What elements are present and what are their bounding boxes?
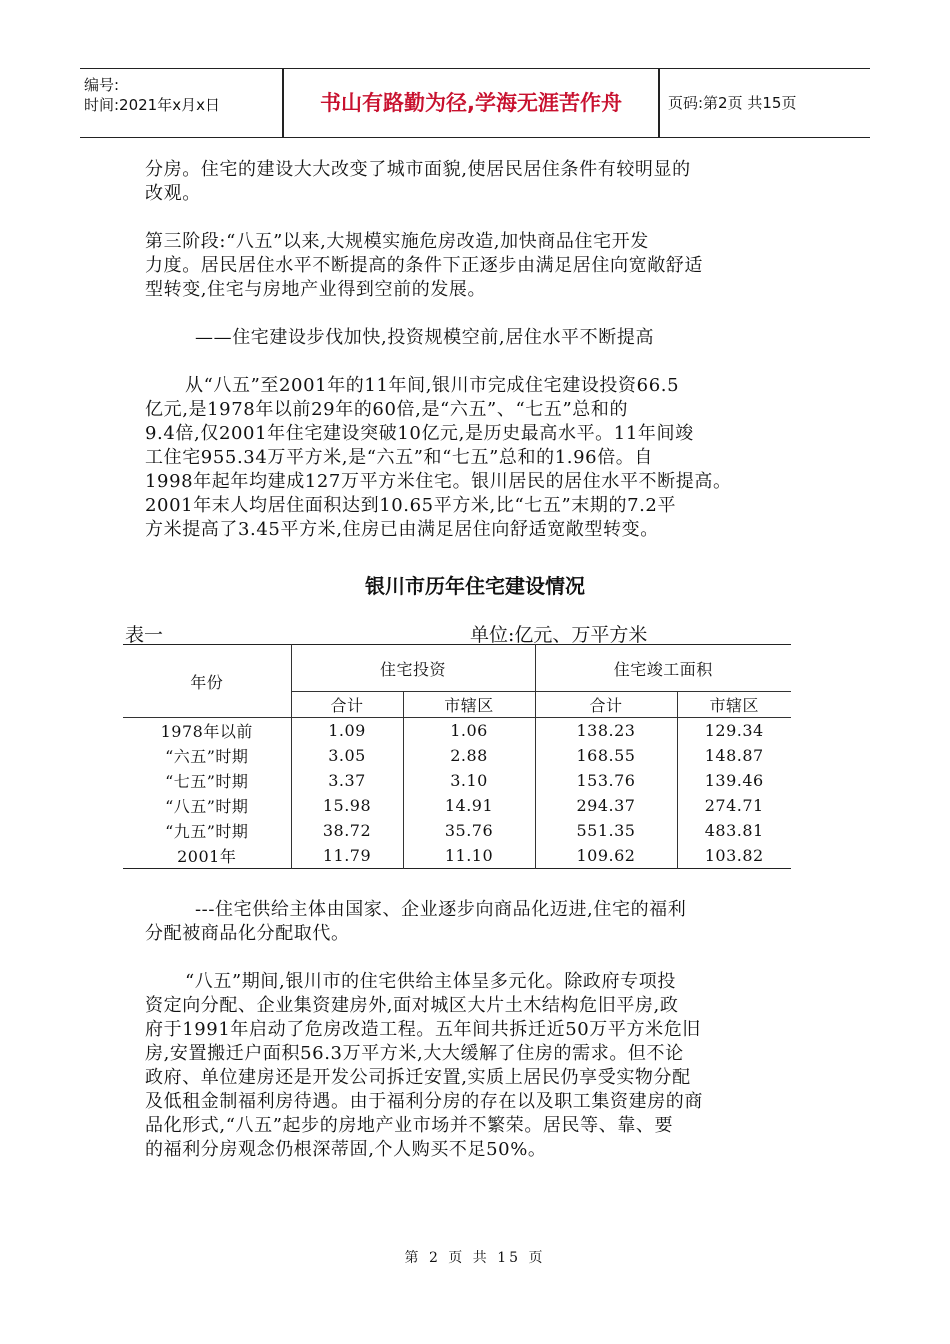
cell-period: “六五”时期 xyxy=(123,743,291,768)
cell-area-total: 294.37 xyxy=(535,793,677,818)
table-caption-left: 表一 xyxy=(125,624,164,646)
table-caption-unit: 单位:亿元、万平方米 xyxy=(470,624,648,646)
text-line: 第三阶段:“八五”以来,大规模实施危房改造,加快商品住宅开发 xyxy=(145,231,649,252)
cell-inv-district: 1.06 xyxy=(403,718,535,744)
text-line: 力度。居民居住水平不断提高的条件下正逐步由满足居住向宽敞舒适 xyxy=(145,255,703,276)
cell-inv-total: 3.37 xyxy=(291,768,403,793)
table-row xyxy=(123,743,791,768)
text-line: 品化形式,“八五”起步的房地产业市场并不繁荣。居民等、靠、要 xyxy=(145,1115,674,1136)
header-divider xyxy=(282,69,284,137)
text-line: 分房。住宅的建设大大改变了城市面貌,使居民居住条件有较明显的 xyxy=(145,159,691,180)
subheader-district: 市辖区 xyxy=(403,692,535,718)
cell-area-district: 139.46 xyxy=(677,768,791,793)
cell-inv-district: 11.10 xyxy=(403,843,535,869)
text-line: 2001年末人均居住面积达到10.65平方米,比“七五”末期的7.2平 xyxy=(145,495,677,516)
cell-area-district: 129.34 xyxy=(677,718,791,744)
cell-inv-total: 11.79 xyxy=(291,843,403,869)
subheader-total: 合计 xyxy=(291,692,403,718)
text-line: 府于1991年启动了危房改造工程。五年间共拆迁近50万平方米危旧 xyxy=(145,1019,701,1040)
cell-area-total: 109.62 xyxy=(535,843,677,869)
body-text xyxy=(145,158,807,542)
cell-inv-total: 15.98 xyxy=(291,793,403,818)
table-row xyxy=(123,793,791,818)
table-row xyxy=(123,818,791,843)
body-text-lower xyxy=(145,898,807,1162)
cell-inv-district: 14.91 xyxy=(403,793,535,818)
document-header xyxy=(80,68,870,138)
subheader-total: 合计 xyxy=(535,692,677,718)
cell-period: “九五”时期 xyxy=(123,818,291,843)
text-line: 型转变,住宅与房地产业得到空前的发展。 xyxy=(145,279,487,300)
text-line: 房,安置搬迁户面积56.3万平方米,大大缓解了住房的需求。但不论 xyxy=(145,1043,684,1064)
cell-inv-total: 38.72 xyxy=(291,818,403,843)
table-row xyxy=(123,718,791,744)
text-line: 改观。 xyxy=(145,183,201,204)
text-line: 政府、单位建房还是开发公司拆迁安置,实质上居民仍享受实物分配 xyxy=(145,1067,691,1088)
subheader-district: 市辖区 xyxy=(677,692,791,718)
header-investment: 住宅投资 xyxy=(291,645,535,692)
header-page-label: 页码:第2页 共15页 xyxy=(668,94,797,112)
table-row xyxy=(123,843,791,869)
cell-area-total: 153.76 xyxy=(535,768,677,793)
header-motto: 书山有路勤为径,学海无涯苦作舟 xyxy=(320,91,622,115)
text-line: 1998年起年均建成127万平方米住宅。银川居民的居住水平不断提高。 xyxy=(145,471,732,492)
cell-period: 1978年以前 xyxy=(123,718,291,744)
table-row xyxy=(123,768,791,793)
text-line: 方米提高了3.45平方米,住房已由满足居住向舒适宽敞型转变。 xyxy=(145,519,659,540)
page-footer: 第 2 页 共 15 页 xyxy=(404,1250,546,1266)
cell-area-total: 168.55 xyxy=(535,743,677,768)
text-line: 亿元,是1978年以前29年的60倍,是“六五”、“七五”总和的 xyxy=(145,399,629,420)
cell-area-district: 103.82 xyxy=(677,843,791,869)
text-line: 及低租金制福利房待遇。由于福利分房的存在以及职工集资建房的商 xyxy=(145,1091,703,1112)
text-line: 工住宅955.34万平方米,是“六五”和“七五”总和的1.96倍。自 xyxy=(145,447,653,468)
section-heading: ——住宅建设步伐加快,投资规模空前,居住水平不断提高 xyxy=(195,327,655,348)
header-completed-area: 住宅竣工面积 xyxy=(535,645,791,692)
cell-area-district: 483.81 xyxy=(677,818,791,843)
cell-inv-total: 3.05 xyxy=(291,743,403,768)
number-label: 编号: xyxy=(84,76,120,94)
text-line: 9.4倍,仅2001年住宅建设突破10亿元,是历史最高水平。11年间竣 xyxy=(145,423,694,444)
cell-area-total: 138.23 xyxy=(535,718,677,744)
cell-period: 2001年 xyxy=(123,843,291,869)
cell-inv-district: 3.10 xyxy=(403,768,535,793)
text-line: 分配被商品化分配取代。 xyxy=(145,923,350,944)
section-heading: ---住宅供给主体由国家、企业逐步向商品化迈进,住宅的福利 xyxy=(195,899,687,920)
text-line: 的福利分房观念仍根深蒂固,个人购买不足50%。 xyxy=(145,1139,547,1160)
text-line: “八五”期间,银川市的住宅供给主体呈多元化。除政府专项投 xyxy=(185,971,676,992)
header-divider xyxy=(658,69,660,137)
cell-inv-total: 1.09 xyxy=(291,718,403,744)
header-meta xyxy=(84,75,220,115)
header-year: 年份 xyxy=(123,645,291,718)
cell-area-district: 148.87 xyxy=(677,743,791,768)
housing-table xyxy=(123,644,791,869)
cell-inv-district: 2.88 xyxy=(403,743,535,768)
cell-period: “八五”时期 xyxy=(123,793,291,818)
text-line: 资定向分配、企业集资建房外,面对城区大片土木结构危旧平房,政 xyxy=(145,995,679,1016)
cell-area-district: 274.71 xyxy=(677,793,791,818)
table-title: 银川市历年住宅建设情况 xyxy=(365,574,585,598)
cell-area-total: 551.35 xyxy=(535,818,677,843)
cell-inv-district: 35.76 xyxy=(403,818,535,843)
date-label: 时间:2021年x月x日 xyxy=(84,96,220,114)
cell-period: “七五”时期 xyxy=(123,768,291,793)
text-line: 从“八五”至2001年的11年间,银川市完成住宅建设投资66.5 xyxy=(185,375,680,396)
